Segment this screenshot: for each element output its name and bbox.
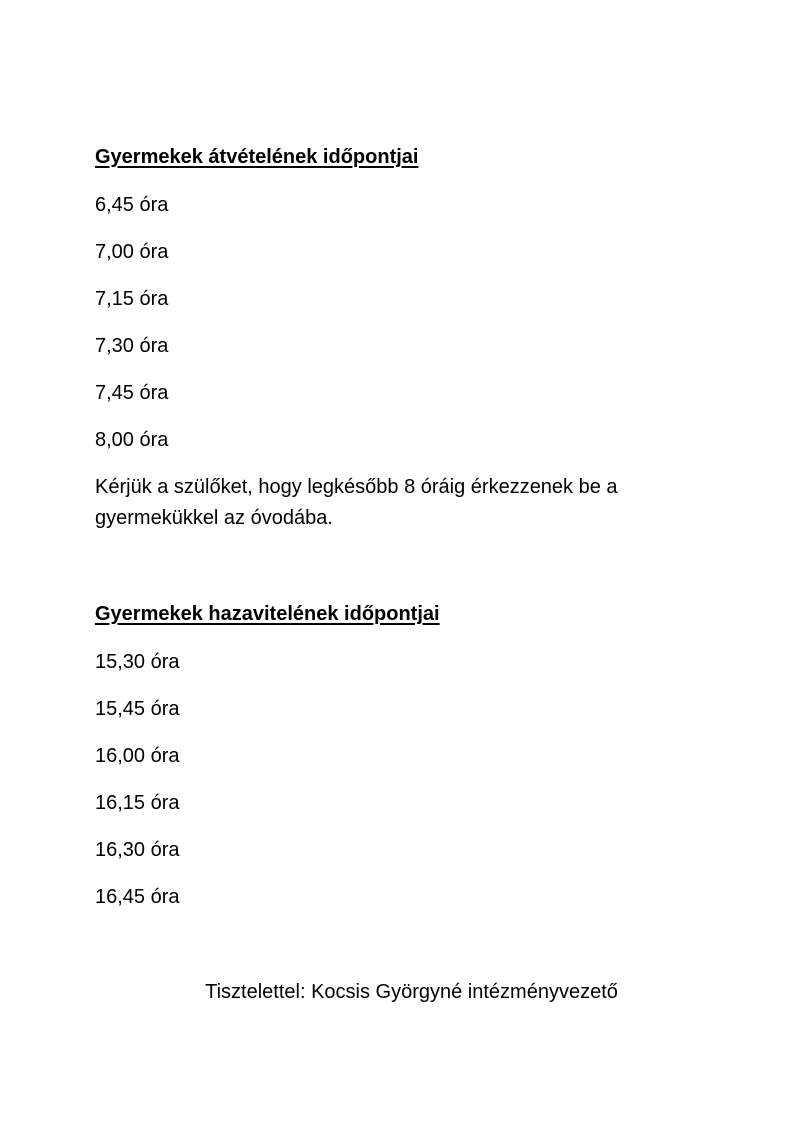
pickup-time: 16,45 óra (95, 886, 180, 908)
dropoff-time: 8,00 óra (95, 429, 169, 451)
dropoff-time: 7,30 óra (95, 335, 169, 357)
pickup-time: 15,45 óra (95, 698, 180, 720)
pickup-time: 16,30 óra (95, 839, 180, 861)
pickup-time: 16,15 óra (95, 792, 180, 814)
dropoff-time: 7,15 óra (95, 288, 169, 310)
dropoff-heading: Gyermekek átvételének időpontjai (95, 146, 419, 168)
pickup-time: 15,30 óra (95, 651, 180, 673)
pickup-time: 16,00 óra (95, 745, 180, 767)
dropoff-note: Kérjük a szülőket, hogy legkésőbb 8 óráig érkezzenek be a gyermekükkel az óvodába. (95, 476, 618, 529)
dropoff-time: 7,45 óra (95, 382, 169, 404)
pickup-heading: Gyermekek hazavitelének időpontjai (95, 603, 440, 625)
signature: Tisztelettel: Kocsis Györgyné intézményvezető (205, 981, 618, 1003)
dropoff-time: 7,00 óra (95, 241, 169, 263)
dropoff-time: 6,45 óra (95, 194, 169, 216)
